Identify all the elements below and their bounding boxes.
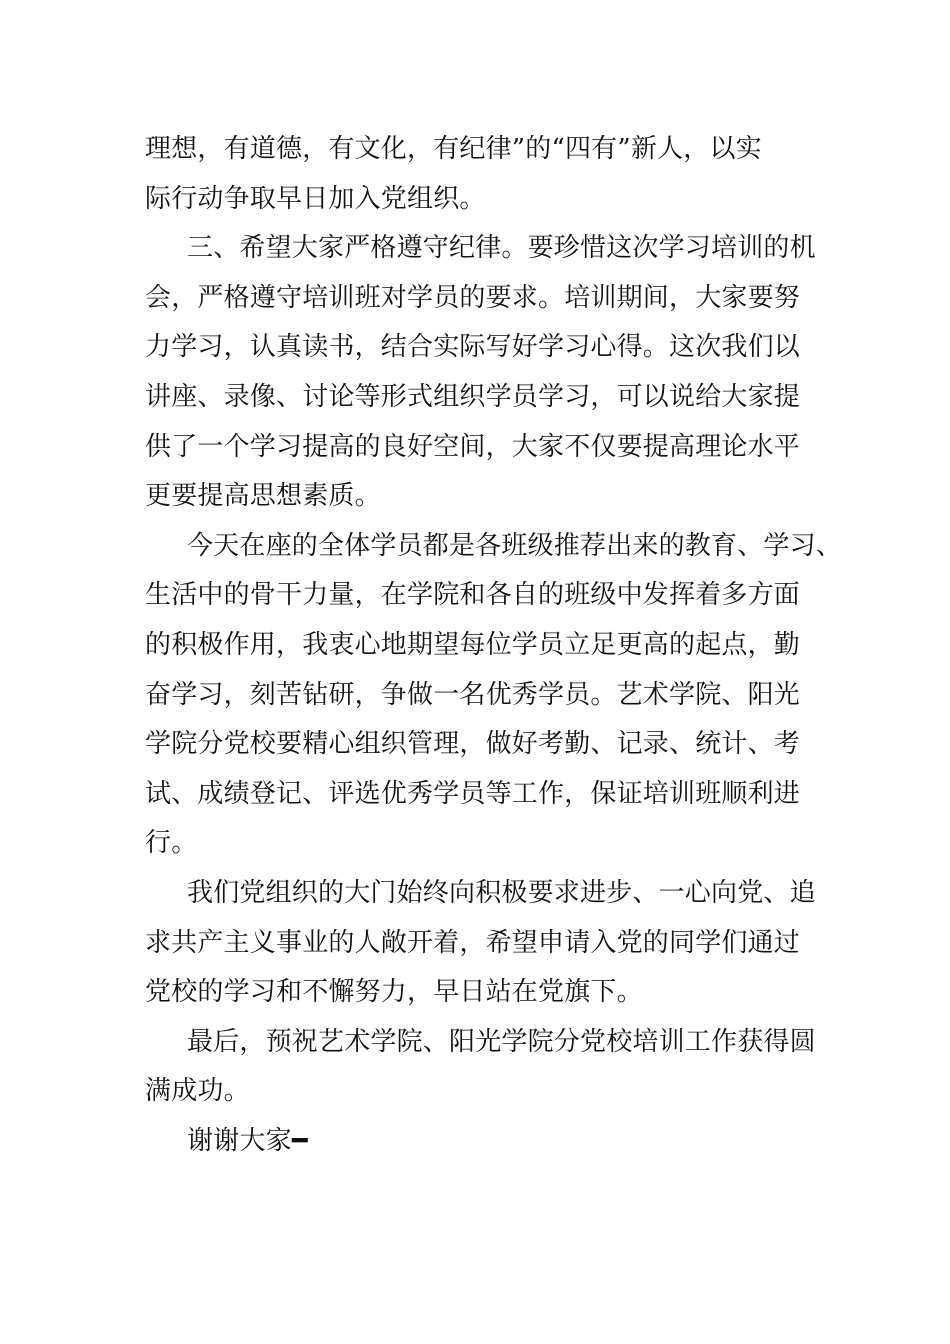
paragraph-start-line: 我们党组织的大门始终向积极要求进步、一心向党、追 — [187, 877, 816, 908]
text-line: 会，严格遵守培训班对学员的要求。培训期间，大家要努 — [145, 282, 801, 313]
text-line: 的积极作用，我衷心地期望每位学员立足更高的起点，勤 — [145, 629, 801, 660]
text-line: 讲座、录像、讨论等形式组织学员学习，可以说给大家提 — [145, 381, 801, 412]
closing-text: 谢谢大家 — [187, 1125, 292, 1156]
text-line: 力学习，认真读书，结合实际写好学习心得。这次我们以 — [145, 332, 801, 363]
text-line: 生活中的骨干力量，在学院和各自的班级中发挥着多方面 — [145, 580, 801, 611]
text-line: 奋学习，刻苦钻研，争做一名优秀学员。艺术学院、阳光 — [145, 679, 801, 710]
text-line: 际行动争取早日加入党组织。 — [145, 183, 486, 214]
closing-line — [145, 1117, 815, 1167]
text-line: 党校的学习和不懈努力，早日站在党旗下。 — [145, 977, 643, 1008]
text-line: 求共产主义事业的人敞开着，希望申请入党的同学们通过 — [145, 927, 801, 958]
paragraph-start-line: 最后，预祝艺术学院、阳光学院分党校培训工作获得圆 — [187, 1026, 816, 1057]
text-line: 理想，有道德，有文化，有纪律”的“四有”新人，以实 — [145, 134, 762, 164]
text-line: 满成功。 — [145, 1076, 250, 1107]
closing-mark: ━ — [291, 1125, 308, 1156]
paragraph-start-line: 三、希望大家严格遵守纪律。要珍惜这次学习培训的机 — [187, 233, 816, 264]
text-line: 试、成绩登记、评选优秀学员等工作，保证培训班顺利进 — [145, 778, 801, 809]
text-line: 更要提高思想素质。 — [145, 481, 381, 512]
text-line: 行。 — [145, 828, 198, 859]
document-body — [145, 125, 843, 1166]
text-line: 供了一个学习提高的良好空间，大家不仅要提高理论水平 — [145, 431, 801, 462]
text-line: 学院分党校要精心组织管理，做好考勤、记录、统计、考 — [145, 729, 801, 760]
paragraph-start-line: 今天在座的全体学员都是各班级推荐出来的教育、学习、 — [187, 530, 843, 561]
